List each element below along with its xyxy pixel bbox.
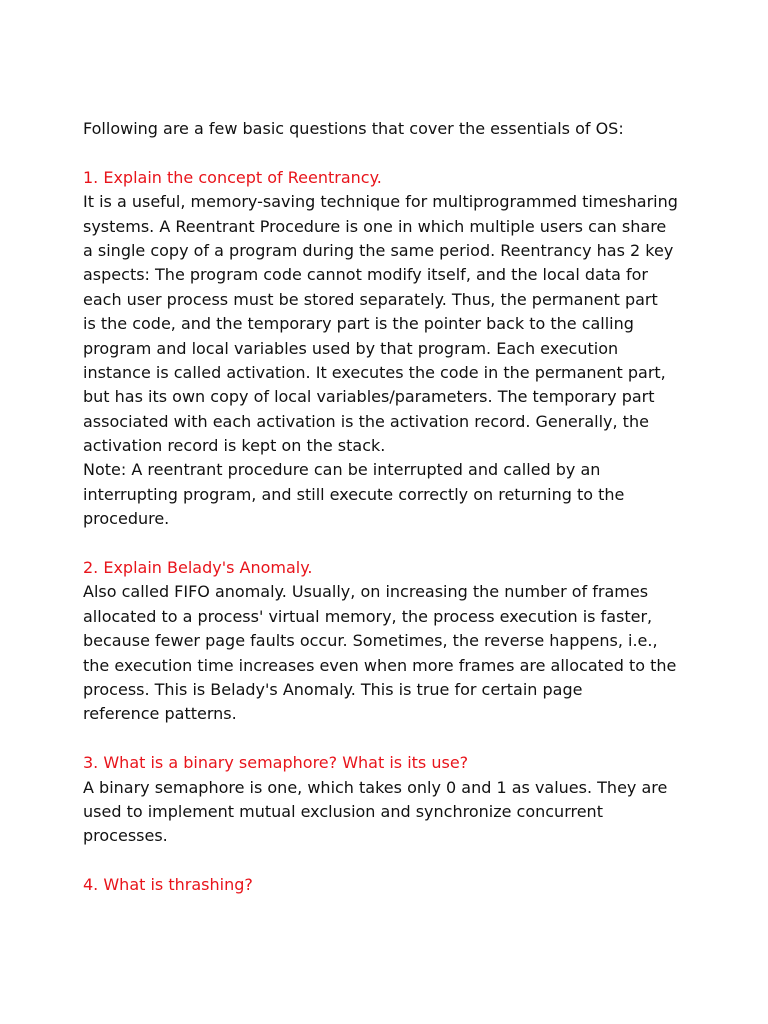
question-heading: 4. What is thrashing? [83, 875, 253, 895]
answer-line: A binary semaphore is one, which takes only 0 and 1 as values. They are [83, 777, 668, 797]
answer-line: allocated to a process' virtual memory, the process execution is faster, [83, 606, 653, 626]
answer-line: interrupting program, and still execute correctly on returning to the [83, 484, 625, 504]
question-heading: 1. Explain the concept of Reentrancy. [83, 167, 382, 187]
answer-line: but has its own copy of local variables/parameters. The temporary part [83, 387, 655, 407]
spacer [83, 532, 703, 556]
intro-text: Following are a few basic questions that cover the essentials of OS: [83, 119, 624, 138]
answer-line: because fewer page faults occur. Sometimes, the reverse happens, i.e., [83, 631, 658, 651]
answer-line: associated with each activation is the activation record. Generally, the [83, 411, 649, 431]
answer-line: reference patterns. [83, 704, 237, 724]
answer-line: instance is called activation. It executes the code in the permanent part, [83, 362, 666, 382]
question-heading: 3. What is a binary semaphore? What is its use? [83, 753, 469, 773]
answer-line: Note: A reentrant procedure can be interrupted and called by an [83, 460, 601, 480]
question-heading: 2. Explain Belady's Anomaly. [83, 558, 313, 578]
answer-line: the execution time increases even when more frames are allocated to the [83, 655, 677, 675]
answer-line: program and local variables used by that program. Each execution [83, 338, 619, 358]
answer-line: is the code, and the temporary part is the pointer back to the calling [83, 314, 634, 334]
answer-line: activation record is kept on the stack. [83, 436, 386, 456]
answer-line: procedure. [83, 509, 170, 529]
answer-line: each user process must be stored separately. Thus, the permanent part [83, 289, 658, 309]
document-page [83, 117, 703, 898]
answer-line: systems. A Reentrant Procedure is one in which multiple users can share [83, 216, 667, 236]
answer-line: a single copy of a program during the same period. Reentrancy has 2 key [83, 240, 674, 260]
spacer [83, 727, 703, 751]
spacer [83, 141, 703, 165]
answer-line: It is a useful, memory-saving technique for multiprogrammed timesharing [83, 192, 678, 212]
answer-line: aspects: The program code cannot modify itself, and the local data for [83, 265, 649, 285]
answer-line: Also called FIFO anomaly. Usually, on increasing the number of frames [83, 582, 649, 602]
answer-line: process. This is Belady's Anomaly. This is true for certain page [83, 679, 583, 699]
answer-line: processes. [83, 826, 168, 846]
spacer [83, 849, 703, 873]
answer-line: used to implement mutual exclusion and synchronize concurrent [83, 801, 603, 821]
